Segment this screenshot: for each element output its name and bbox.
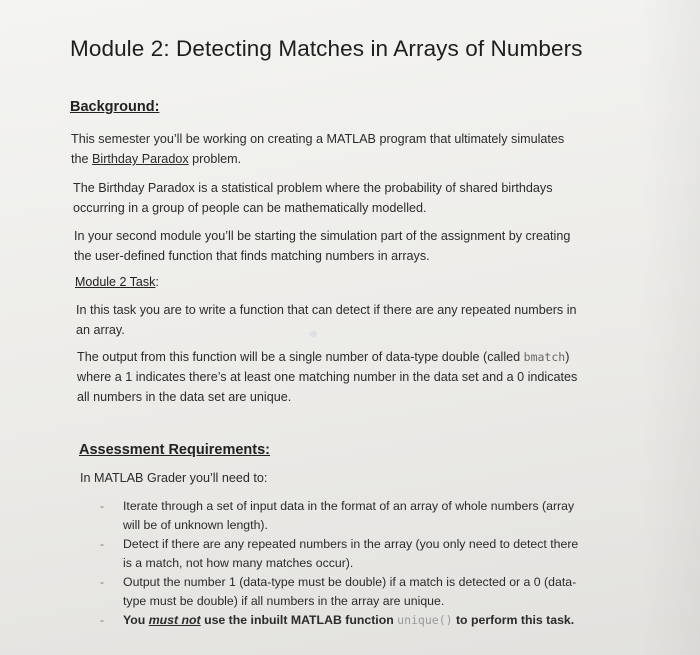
- background-paragraph-1: [71, 129, 564, 169]
- text-line: The Birthday Paradox is a statistical problem where the probability of shared birthdays: [73, 181, 553, 195]
- must-not-emphasis: must not: [148, 613, 201, 627]
- text-line: Iterate through a set of input data in the format of an array of whole numbers (array: [123, 499, 575, 513]
- text-line: Detect if there are any repeated numbers in the array (you only need to detect there: [123, 537, 579, 551]
- text-line: is a match, not how many matches occur).: [123, 556, 354, 570]
- background-paragraph-3: [74, 226, 570, 266]
- background-paragraph-2: [73, 178, 553, 218]
- bullet-dash: -: [100, 613, 105, 627]
- unique-code: unique(): [397, 613, 453, 627]
- page-title: Module 2: Detecting Matches in Arrays of Numbers: [70, 36, 583, 61]
- bullet-dash: -: [100, 499, 105, 513]
- text-line: all numbers in the data set are unique.: [77, 390, 292, 404]
- task-paragraph-2: [77, 347, 577, 407]
- task-paragraph-1: [76, 300, 577, 340]
- birthday-paradox-link[interactable]: Birthday Paradox: [92, 152, 189, 166]
- text-line: [123, 611, 578, 630]
- text-line: the user-defined function that finds matching numbers in arrays.: [74, 249, 430, 263]
- module-task-heading: [75, 275, 159, 289]
- background-heading: Background:: [70, 99, 160, 115]
- text-span: You: [123, 613, 149, 627]
- text-span: the: [71, 152, 93, 166]
- module-task-heading-text: Module 2 Task: [75, 275, 156, 289]
- text-span: to perform this task.: [452, 613, 575, 627]
- text-line: Output the number 1 (data-type must be double) if a match is detected or a 0 (data-: [123, 575, 577, 589]
- text-line: will be of unknown length).: [123, 518, 268, 532]
- page-shading: [640, 0, 700, 655]
- text-line: In this task you are to write a function that can detect if there are any repeated numbers in: [76, 303, 577, 317]
- text-line: [77, 347, 577, 367]
- text-line: This semester you’ll be working on creating a MATLAB program that ultimately simulates: [71, 132, 565, 146]
- text-span: ): [565, 350, 570, 364]
- module-task-colon: :: [155, 275, 159, 289]
- requirements-list: [100, 497, 578, 630]
- list-item: [100, 573, 578, 611]
- assessment-heading: Assessment Requirements:: [79, 442, 270, 458]
- assessment-intro: [80, 468, 267, 488]
- list-item: [100, 497, 578, 535]
- text-span: use the inbuilt MATLAB function: [200, 613, 398, 627]
- list-item: [100, 611, 578, 630]
- text-span: The output from this function will be a single number of data-type double (called: [77, 350, 524, 364]
- bullet-dash: -: [100, 537, 105, 551]
- text-line: type must be double) if all numbers in the array are unique.: [123, 594, 445, 608]
- list-item: [100, 535, 578, 573]
- text-span: problem.: [188, 152, 242, 166]
- text-line: [71, 149, 564, 169]
- smudge-mark: [309, 331, 317, 337]
- text-line: In MATLAB Grader you’ll need to:: [80, 471, 268, 485]
- text-line: occurring in a group of people can be mathematically modelled.: [73, 201, 427, 215]
- bullet-dash: -: [100, 575, 105, 589]
- text-line: In your second module you’ll be starting the simulation part of the assignment by creating: [74, 229, 571, 243]
- text-line: an array.: [76, 323, 125, 337]
- text-line: where a 1 indicates there’s at least one matching number in the data set and a 0 indicates: [77, 370, 578, 384]
- bmatch-code: bmatch: [523, 350, 566, 364]
